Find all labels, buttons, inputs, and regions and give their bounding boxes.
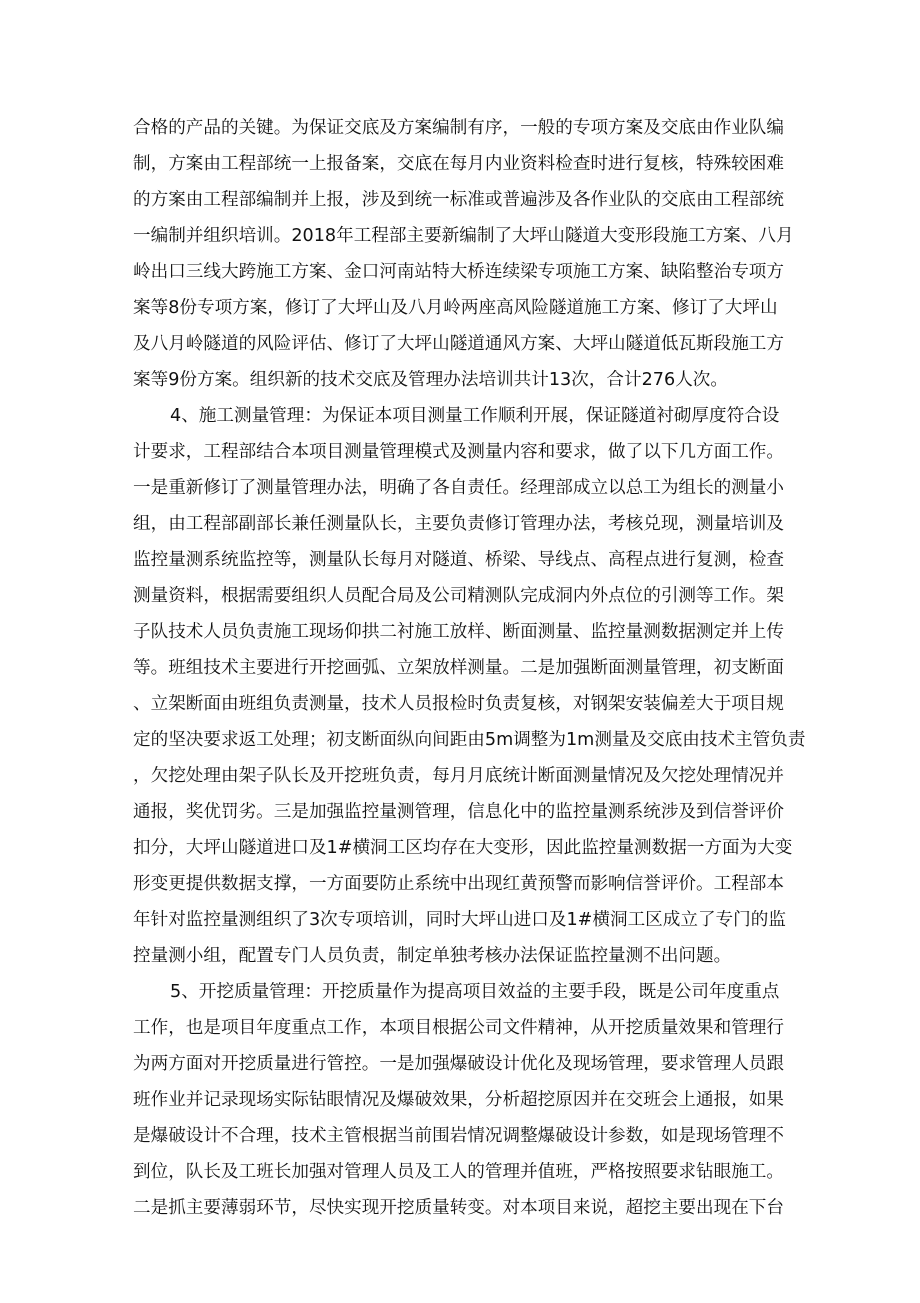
text-line: 控量测小组，配置专门人员负责，制定单独考核办法保证监控量测不出问题。 <box>133 946 732 966</box>
text-line: 班作业并记录现场实际钻眼情况及爆破效果，分析超挖原因并在交班会上通报，如果 <box>133 1090 784 1110</box>
text-line: 合格的产品的关键。为保证交底及方案编制有序，一般的专项方案及交底由作业队编 <box>133 118 784 138</box>
text-line: 通报，奖优罚劣。三是加强监控量测管理，信息化中的监控量测系统涉及到信誉评价 <box>133 802 784 822</box>
section-5-heading-line: 5、开挖质量管理：开挖质量作为提高项目效益的主要手段，既是公司年度重点 <box>170 982 780 1002</box>
text-line: 为两方面对开挖质量进行管控。一是加强爆破设计优化及现场管理，要求管理人员跟 <box>133 1054 784 1074</box>
text-line: 定的坚决要求返工处理；初支断面纵向间距由5m调整为1m测量及交底由技术主管负责 <box>133 730 806 750</box>
text-line: 制，方案由工程部统一上报备案，交底在每月内业资料检查时进行复核，特殊较困难 <box>133 154 784 174</box>
text-line: 案等9份方案。组织新的技术交底及管理办法培训共计13次，合计276人次。 <box>133 370 728 390</box>
text-line: 案等8份专项方案，修订了大坪山及八月岭两座高风险隧道施工方案、修订了大坪山 <box>133 298 778 318</box>
text-line: 组，由工程部副部长兼任测量队长，主要负责修订管理办法，考核兑现，测量培训及 <box>133 514 784 534</box>
text-line: 到位，队长及工班长加强对管理人员及工人的管理并值班，严格按照要求钻眼施工。 <box>133 1162 784 1182</box>
text-line: 等。班组技术主要进行开挖画弧、立架放样测量。二是加强断面测量管理，初支断面 <box>133 658 784 678</box>
text-line: ，欠挖处理由架子队长及开挖班负责，每月月底统计断面测量情况及欠挖处理情况并 <box>133 766 784 786</box>
text-line: 二是抓主要薄弱环节，尽快实现开挖质量转变。对本项目来说，超挖主要出现在下台 <box>133 1198 784 1218</box>
text-line: 形变更提供数据支撑，一方面要防止系统中出现红黄预警而影响信誉评价。工程部本 <box>133 874 784 894</box>
text-line: 及八月岭隧道的风险评估、修订了大坪山隧道通风方案、大坪山隧道低瓦斯段施工方 <box>133 334 784 354</box>
text-line: 监控量测系统监控等，测量队长每月对隧道、桥梁、导线点、高程点进行复测，检查 <box>133 550 784 570</box>
text-line: 岭出口三线大跨施工方案、金口河南站特大桥连续梁专项施工方案、缺陷整治专项方 <box>133 262 784 282</box>
text-line: 子队技术人员负责施工现场仰拱二衬施工放样、断面测量、监控量测数据测定并上传 <box>133 622 784 642</box>
text-line: 年针对监控量测组织了3次专项培训，同时大坪山进口及1#横洞工区成立了专门的监 <box>133 910 786 930</box>
text-line: 计要求，工程部结合本项目测量管理模式及测量内容和要求，做了以下几方面工作。 <box>133 442 784 462</box>
text-line: 一是重新修订了测量管理办法，明确了各自责任。经理部成立以总工为组长的测量小 <box>133 478 784 498</box>
text-line: 的方案由工程部编制并上报，涉及到统一标准或普遍涉及各作业队的交底由工程部统 <box>133 190 784 210</box>
section-4-heading-line: 4、施工测量管理：为保证本项目测量工作顺利开展，保证隧道衬砌厚度符合设 <box>170 406 780 426</box>
text-line: 扣分，大坪山隧道进口及1#横洞工区均存在大变形，因此监控量测数据一方面为大变 <box>133 838 793 858</box>
text-line: 、立架断面由班组负责测量，技术人员报检时负责复核，对钢架安装偏差大于项目规 <box>133 694 784 714</box>
text-line: 测量资料，根据需要组织人员配合局及公司精测队完成洞内外点位的引测等工作。架 <box>133 586 784 606</box>
text-line: 一编制并组织培训。2018年工程部主要新编制了大坪山隧道大变形段施工方案、八月 <box>133 226 794 246</box>
text-line: 是爆破设计不合理，技术主管根据当前围岩情况调整爆破设计参数，如是现场管理不 <box>133 1126 784 1146</box>
text-line: 工作，也是项目年度重点工作，本项目根据公司文件精神，从开挖质量效果和管理行 <box>133 1018 784 1038</box>
